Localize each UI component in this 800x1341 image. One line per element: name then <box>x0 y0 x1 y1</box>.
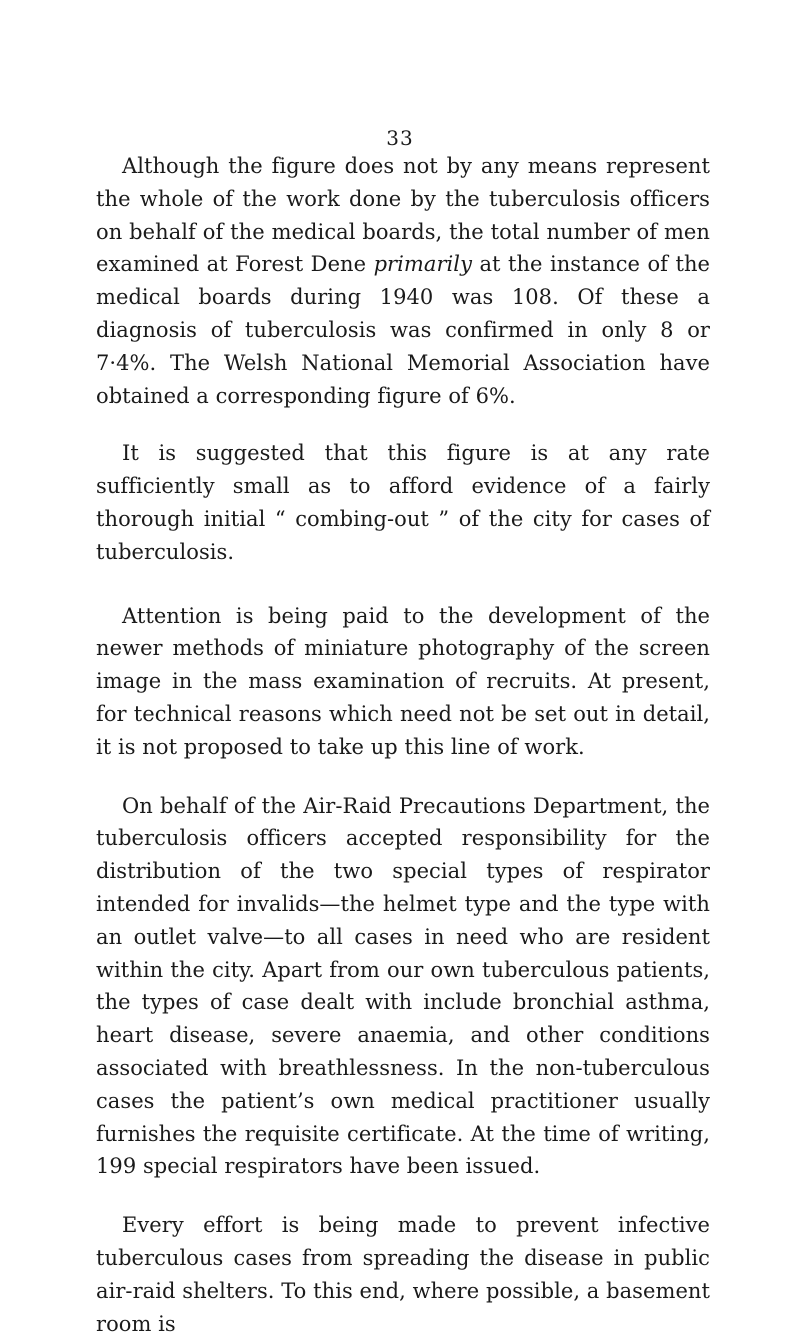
paragraph-combing-out: It is suggested that this figure is at any rate sufficiently small as to afford evidence of a fairly thorough initial “ combing-out ” of the city for cases of tuberculosis. <box>96 441 710 564</box>
paragraph-medical-boards <box>96 150 710 412</box>
paragraph-air-raid-shelters: Every effort is being made to prevent infective tuberculous cases from spreading the disease in public air-raid shelters. To this end, where possible, a basement room is <box>96 1213 710 1336</box>
paragraph-text-start: Although the figure does not by any means represent the whole of the work done by the tuberculosis officers on behalf of the medical boards, the total number of men examined at Forest Dene <box>96 154 710 277</box>
body-text <box>96 150 710 1340</box>
emphasized-word: primarily <box>373 252 472 277</box>
page-number: 33 <box>386 126 414 150</box>
paragraph-miniature-photography: Attention is being paid to the development of the newer methods of miniature photography of the screen image in the mass examination of recruits. At present, for technical reasons which need not be set out in detail, it is not proposed to take up this line of work. <box>96 603 710 759</box>
paragraph-respirators: On behalf of the Air-Raid Precautions Department, the tuberculosis officers accepted responsibility for the distribution of the two special types of respirator intended for invalids—the helmet type and the type with an outlet valve—to all cases in need who are resident within the city. Apart from our own tuberculous patients, the types of case dealt with include bronchial asthma, heart disease, severe anaemia, and other conditions associated with breathlessness. In the non-tuberculous cases the patient’s own medical practitioner usually furnishes the requisite certificate. At the time of writing, 199 special respirators have been issued. <box>96 793 710 1179</box>
paragraph-text-end: at the instance of the medical boards during 1940 was 108. Of these a diagnosis of tuberculosis was confirmed in only 8 or 7·4%. The Welsh National Memorial Association have obtained a corresponding figure of 6%. <box>96 252 711 408</box>
